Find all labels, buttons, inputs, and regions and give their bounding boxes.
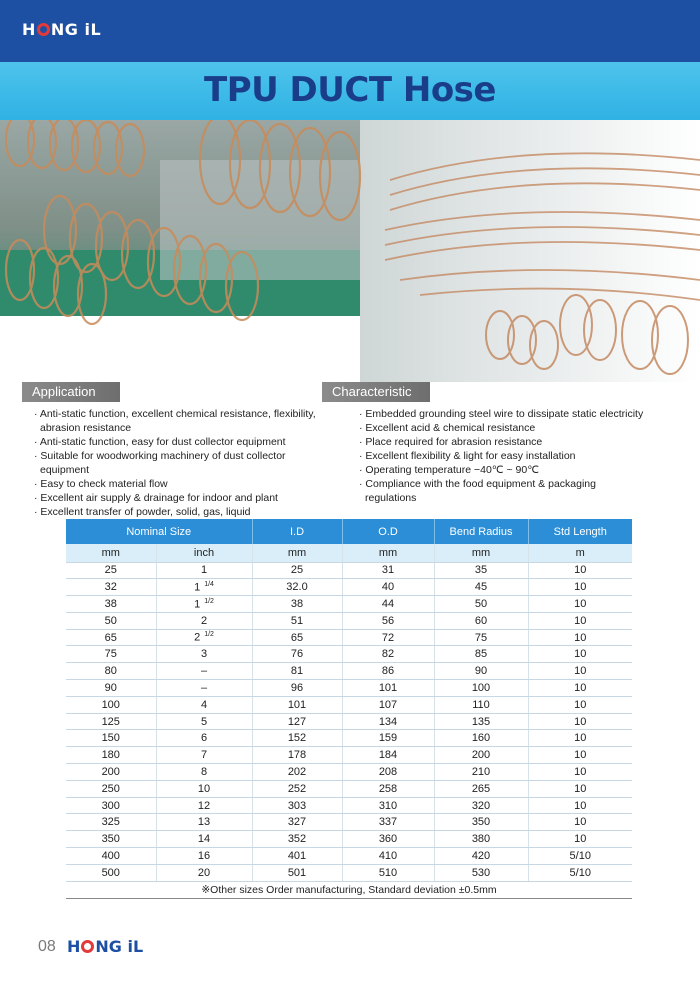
cell-id: 127 <box>252 713 342 730</box>
cell-od: 310 <box>342 797 434 814</box>
table-row <box>66 579 632 596</box>
cell-std-length: 10 <box>528 713 632 730</box>
cell-id: 96 <box>252 680 342 697</box>
cell-od: 208 <box>342 764 434 781</box>
table-row <box>66 629 632 646</box>
list-item: · Place required for abrasion resistance <box>359 436 543 448</box>
cell-bend-radius: 110 <box>434 696 528 713</box>
inch-whole: 1 <box>194 598 201 611</box>
cell-od: 360 <box>342 831 434 848</box>
cell-od: 159 <box>342 730 434 747</box>
cell-inch <box>156 629 252 646</box>
unit-cell: mm <box>66 544 156 562</box>
cell-bend-radius: 350 <box>434 814 528 831</box>
table-row <box>66 864 632 881</box>
list-item: · Compliance with the food equipment & packaging regulations <box>359 478 596 504</box>
cell-inch <box>156 713 252 730</box>
application-heading: Application <box>22 382 120 402</box>
cell-mm: 25 <box>66 562 156 579</box>
table-header-row <box>66 519 632 544</box>
inch-whole: 5 <box>200 715 208 728</box>
cell-id: 252 <box>252 780 342 797</box>
cell-od: 510 <box>342 864 434 881</box>
header-od: O.D <box>342 519 434 544</box>
inch-whole: 1 <box>200 564 208 577</box>
cell-inch <box>156 797 252 814</box>
cell-inch <box>156 696 252 713</box>
spec-table <box>66 519 632 899</box>
inch-fraction: 1/4 <box>204 580 214 588</box>
table-note-row <box>66 881 632 898</box>
cell-od: 337 <box>342 814 434 831</box>
table-body <box>66 544 632 881</box>
cell-mm: 350 <box>66 831 156 848</box>
table-row <box>66 764 632 781</box>
cell-od: 44 <box>342 596 434 613</box>
cell-mm: 180 <box>66 747 156 764</box>
cell-inch <box>156 646 252 663</box>
table-row <box>66 562 632 579</box>
inch-whole: 13 <box>197 816 211 829</box>
table-row <box>66 814 632 831</box>
cell-std-length: 10 <box>528 696 632 713</box>
application-list <box>32 407 322 519</box>
cell-std-length: 10 <box>528 747 632 764</box>
cell-inch <box>156 680 252 697</box>
cell-bend-radius: 420 <box>434 848 528 865</box>
units-row <box>66 544 632 562</box>
inch-whole: 1 <box>194 581 201 594</box>
cell-inch <box>156 780 252 797</box>
list-item: · Operating temperature −40℃ ~ 90℃ <box>359 464 540 476</box>
cell-od: 134 <box>342 713 434 730</box>
cell-bend-radius: 380 <box>434 831 528 848</box>
cell-mm: 100 <box>66 696 156 713</box>
cell-mm: 90 <box>66 680 156 697</box>
table-row <box>66 612 632 629</box>
cell-inch <box>156 612 252 629</box>
footer-brand-logo: H NG iL <box>67 937 144 956</box>
cell-mm: 150 <box>66 730 156 747</box>
cell-std-length: 5/10 <box>528 864 632 881</box>
cell-id: 65 <box>252 629 342 646</box>
list-item: · Easy to check material flow <box>34 478 168 490</box>
cell-mm: 300 <box>66 797 156 814</box>
list-item: · Excellent air supply & drainage for indoor and plant <box>34 492 278 504</box>
inch-whole: 2 <box>200 614 208 627</box>
cell-mm: 80 <box>66 663 156 680</box>
cell-id: 32.0 <box>252 579 342 596</box>
table-row <box>66 646 632 663</box>
table-row <box>66 831 632 848</box>
hose-illustration <box>0 120 700 382</box>
product-photo <box>0 120 700 382</box>
table-row <box>66 713 632 730</box>
table-row <box>66 780 632 797</box>
brand-logo: H NG iL <box>22 20 102 39</box>
cell-mm: 32 <box>66 579 156 596</box>
cell-id: 25 <box>252 562 342 579</box>
inch-whole: 2 <box>194 631 201 644</box>
cell-std-length: 10 <box>528 612 632 629</box>
cell-od: 107 <box>342 696 434 713</box>
cell-std-length: 10 <box>528 562 632 579</box>
cell-inch <box>156 831 252 848</box>
cell-id: 202 <box>252 764 342 781</box>
cell-id: 38 <box>252 596 342 613</box>
page-title: TPU DUCT Hose <box>204 70 496 110</box>
logo-ring-icon <box>37 23 50 36</box>
cell-bend-radius: 75 <box>434 629 528 646</box>
cell-std-length: 10 <box>528 629 632 646</box>
cell-id: 76 <box>252 646 342 663</box>
inch-whole: – <box>200 681 208 694</box>
cell-mm: 500 <box>66 864 156 881</box>
cell-bend-radius: 45 <box>434 579 528 596</box>
cell-od: 258 <box>342 780 434 797</box>
table-row <box>66 747 632 764</box>
inch-whole: 12 <box>197 799 211 812</box>
cell-mm: 38 <box>66 596 156 613</box>
cell-od: 56 <box>342 612 434 629</box>
cell-inch <box>156 596 252 613</box>
page-number: 08 <box>38 938 56 955</box>
unit-cell: mm <box>434 544 528 562</box>
cell-std-length: 10 <box>528 780 632 797</box>
header-bend-radius: Bend Radius <box>434 519 528 544</box>
table-row <box>66 797 632 814</box>
cell-std-length: 10 <box>528 831 632 848</box>
cell-inch <box>156 864 252 881</box>
cell-mm: 50 <box>66 612 156 629</box>
table-row <box>66 730 632 747</box>
cell-id: 81 <box>252 663 342 680</box>
cell-std-length: 10 <box>528 797 632 814</box>
inch-whole: 3 <box>200 648 208 661</box>
cell-od: 82 <box>342 646 434 663</box>
cell-bend-radius: 50 <box>434 596 528 613</box>
cell-bend-radius: 85 <box>434 646 528 663</box>
cell-od: 184 <box>342 747 434 764</box>
table-row <box>66 848 632 865</box>
cell-bend-radius: 35 <box>434 562 528 579</box>
cell-id: 178 <box>252 747 342 764</box>
cell-inch <box>156 848 252 865</box>
characteristic-heading: Characteristic <box>322 382 430 402</box>
cell-mm: 250 <box>66 780 156 797</box>
cell-bend-radius: 160 <box>434 730 528 747</box>
cell-od: 72 <box>342 629 434 646</box>
inch-whole: 4 <box>200 698 208 711</box>
cell-id: 401 <box>252 848 342 865</box>
cell-bend-radius: 320 <box>434 797 528 814</box>
cell-inch <box>156 663 252 680</box>
header-nominal-size: Nominal Size <box>66 519 252 544</box>
title-band <box>0 62 700 120</box>
list-item: · Suitable for woodworking machinery of dust collector equipment <box>34 450 286 476</box>
table-note: ※Other sizes Order manufacturing, Standard deviation ±0.5mm <box>66 881 632 898</box>
inch-fraction: 1/2 <box>204 597 214 605</box>
cell-mm: 400 <box>66 848 156 865</box>
cell-std-length: 10 <box>528 663 632 680</box>
header-bar <box>0 0 700 62</box>
inch-whole: 6 <box>200 732 208 745</box>
inch-whole: 20 <box>197 866 211 879</box>
inch-whole: 7 <box>200 749 208 762</box>
cell-id: 51 <box>252 612 342 629</box>
cell-od: 101 <box>342 680 434 697</box>
list-item: · Excellent flexibility & light for easy installation <box>359 450 576 462</box>
inch-whole: – <box>200 665 208 678</box>
cell-std-length: 10 <box>528 579 632 596</box>
cell-mm: 75 <box>66 646 156 663</box>
header-id: I.D <box>252 519 342 544</box>
cell-std-length: 10 <box>528 680 632 697</box>
cell-std-length: 10 <box>528 596 632 613</box>
table-row <box>66 663 632 680</box>
cell-od: 410 <box>342 848 434 865</box>
inch-whole: 14 <box>197 833 211 846</box>
list-item: · Anti-static function, excellent chemical resistance, flexibility, abrasion resistance <box>34 408 316 434</box>
list-item: · Excellent acid & chemical resistance <box>359 422 536 434</box>
cell-bend-radius: 265 <box>434 780 528 797</box>
cell-inch <box>156 579 252 596</box>
cell-bend-radius: 100 <box>434 680 528 697</box>
table-row <box>66 680 632 697</box>
header-std-length: Std Length <box>528 519 632 544</box>
cell-bend-radius: 210 <box>434 764 528 781</box>
logo-ring-icon <box>81 940 94 953</box>
unit-cell: inch <box>156 544 252 562</box>
cell-od: 31 <box>342 562 434 579</box>
cell-bend-radius: 90 <box>434 663 528 680</box>
cell-bend-radius: 530 <box>434 864 528 881</box>
cell-mm: 65 <box>66 629 156 646</box>
cell-inch <box>156 562 252 579</box>
characteristic-list <box>357 407 647 505</box>
list-item: · Embedded grounding steel wire to dissipate static electricity <box>359 408 644 420</box>
cell-mm: 125 <box>66 713 156 730</box>
unit-cell: mm <box>252 544 342 562</box>
cell-bend-radius: 200 <box>434 747 528 764</box>
list-item: · Excellent transfer of powder, solid, gas, liquid <box>34 506 251 518</box>
list-item: · Anti-static function, easy for dust collector equipment <box>34 436 286 448</box>
cell-std-length: 10 <box>528 764 632 781</box>
cell-id: 101 <box>252 696 342 713</box>
cell-std-length: 5/10 <box>528 848 632 865</box>
cell-mm: 200 <box>66 764 156 781</box>
table-row <box>66 696 632 713</box>
inch-fraction: 1/2 <box>204 631 214 639</box>
cell-inch <box>156 730 252 747</box>
cell-std-length: 10 <box>528 646 632 663</box>
cell-inch <box>156 814 252 831</box>
cell-od: 86 <box>342 663 434 680</box>
inch-whole: 10 <box>197 782 211 795</box>
cell-id: 152 <box>252 730 342 747</box>
cell-inch <box>156 764 252 781</box>
cell-od: 40 <box>342 579 434 596</box>
cell-id: 501 <box>252 864 342 881</box>
cell-inch <box>156 747 252 764</box>
cell-id: 327 <box>252 814 342 831</box>
cell-id: 303 <box>252 797 342 814</box>
inch-whole: 8 <box>200 765 208 778</box>
unit-cell: m <box>528 544 632 562</box>
cell-bend-radius: 135 <box>434 713 528 730</box>
cell-std-length: 10 <box>528 730 632 747</box>
unit-cell: mm <box>342 544 434 562</box>
table-row <box>66 596 632 613</box>
cell-std-length: 10 <box>528 814 632 831</box>
cell-bend-radius: 60 <box>434 612 528 629</box>
inch-whole: 16 <box>197 849 211 862</box>
cell-id: 352 <box>252 831 342 848</box>
cell-mm: 325 <box>66 814 156 831</box>
